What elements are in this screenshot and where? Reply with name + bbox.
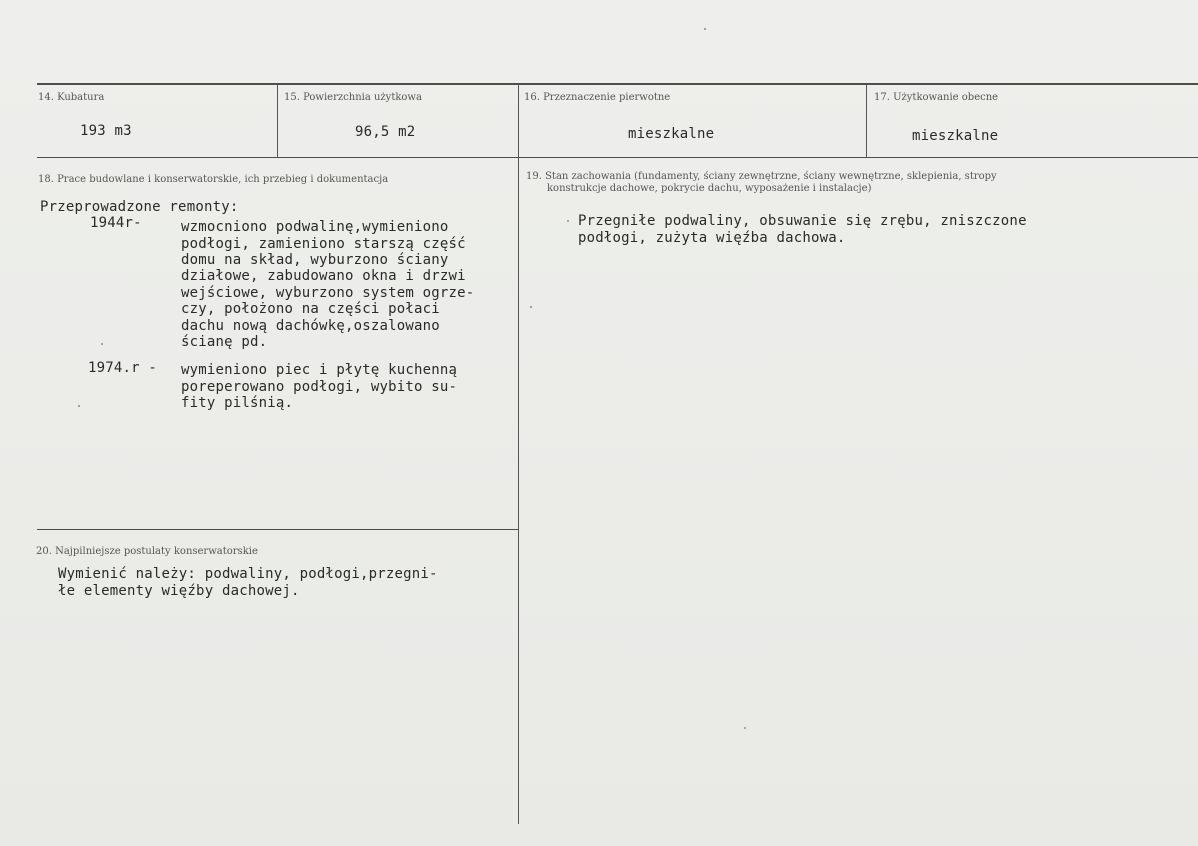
prace-entry-1944-line-7: dachu nową dachówkę,oszalowano <box>181 318 440 334</box>
stan-label-line-2: konstrukcje dachowe, pokrycie dachu, wyposażenie i instalacje) <box>547 183 872 194</box>
prace-entry-1944-line-1: wzmocniono podwalinę,wymieniono <box>181 219 449 235</box>
kubatura-value: 193 m3 <box>80 123 132 139</box>
divider-14-15 <box>277 84 278 157</box>
stan-label-line-1: 19. Stan zachowania (fundamenty, ściany zewnętrzne, ściany wewnętrzne, sklepienia, stropy <box>526 171 997 182</box>
przeznaczenie-label: 16. Przeznaczenie pierwotne <box>524 92 671 103</box>
prace-entry-1944-line-5: wejściowe, wyburzono system ogrze- <box>181 285 475 301</box>
uzytkowanie-value: mieszkalne <box>912 128 999 144</box>
prace-bottom-rule <box>37 529 518 530</box>
powierzchnia-value: 96,5 m2 <box>355 124 416 140</box>
paper-speck <box>78 405 80 407</box>
uzytkowanie-label: 17. Użytkowanie obecne <box>874 92 999 103</box>
top-rule <box>37 83 1198 85</box>
paper-speck <box>101 343 103 345</box>
prace-entry-1974-line-1: wymieniono piec i płytę kuchenną <box>181 362 458 378</box>
divider-main <box>518 84 519 824</box>
prace-entry-1944-line-3: domu na skład, wyburzono ściany <box>181 252 449 268</box>
prace-entry-1944-line-6: czy, położono na części połaci <box>181 301 440 317</box>
prace-year-1974: 1974.r - <box>88 360 158 376</box>
paper-speck <box>530 306 532 308</box>
postulaty-line-2: łe elementy więźby dachowej. <box>58 583 300 599</box>
stan-line-1: Przegniłe podwaliny, obsuwanie się zrębu, zniszczone <box>578 213 1027 229</box>
prace-entry-1944-line-2: podłogi, zamieniono starszą część <box>181 236 466 252</box>
prace-entry-1974-line-3: fity pilśnią. <box>181 395 294 411</box>
paper-speck <box>567 220 569 222</box>
divider-16-17 <box>866 84 867 157</box>
prace-year-1944: 1944r- <box>90 215 142 231</box>
stan-line-2: podłogi, zużyta więźba dachowa. <box>578 230 846 246</box>
prace-heading: Przeprowadzone remonty: <box>40 199 239 215</box>
prace-entry-1974-line-2: poreperowano podłogi, wybito su- <box>181 379 458 395</box>
prace-label: 18. Prace budowlane i konserwatorskie, ich przebieg i dokumentacja <box>38 174 389 185</box>
prace-entry-1944-line-4: działowe, zabudowano okna i drzwi <box>181 268 466 284</box>
row1-bottom-rule <box>37 157 1198 158</box>
kubatura-label: 14. Kubatura <box>38 92 105 103</box>
przeznaczenie-value: mieszkalne <box>628 126 715 142</box>
postulaty-line-1: Wymienić należy: podwaliny, podłogi,przegni- <box>58 566 438 582</box>
powierzchnia-label: 15. Powierzchnia użytkowa <box>284 92 422 103</box>
paper-speck <box>744 727 746 729</box>
prace-entry-1944-line-8: ścianę pd. <box>181 334 268 350</box>
paper-speck <box>704 28 706 30</box>
postulaty-label: 20. Najpilniejsze postulaty konserwatorskie <box>36 546 258 557</box>
